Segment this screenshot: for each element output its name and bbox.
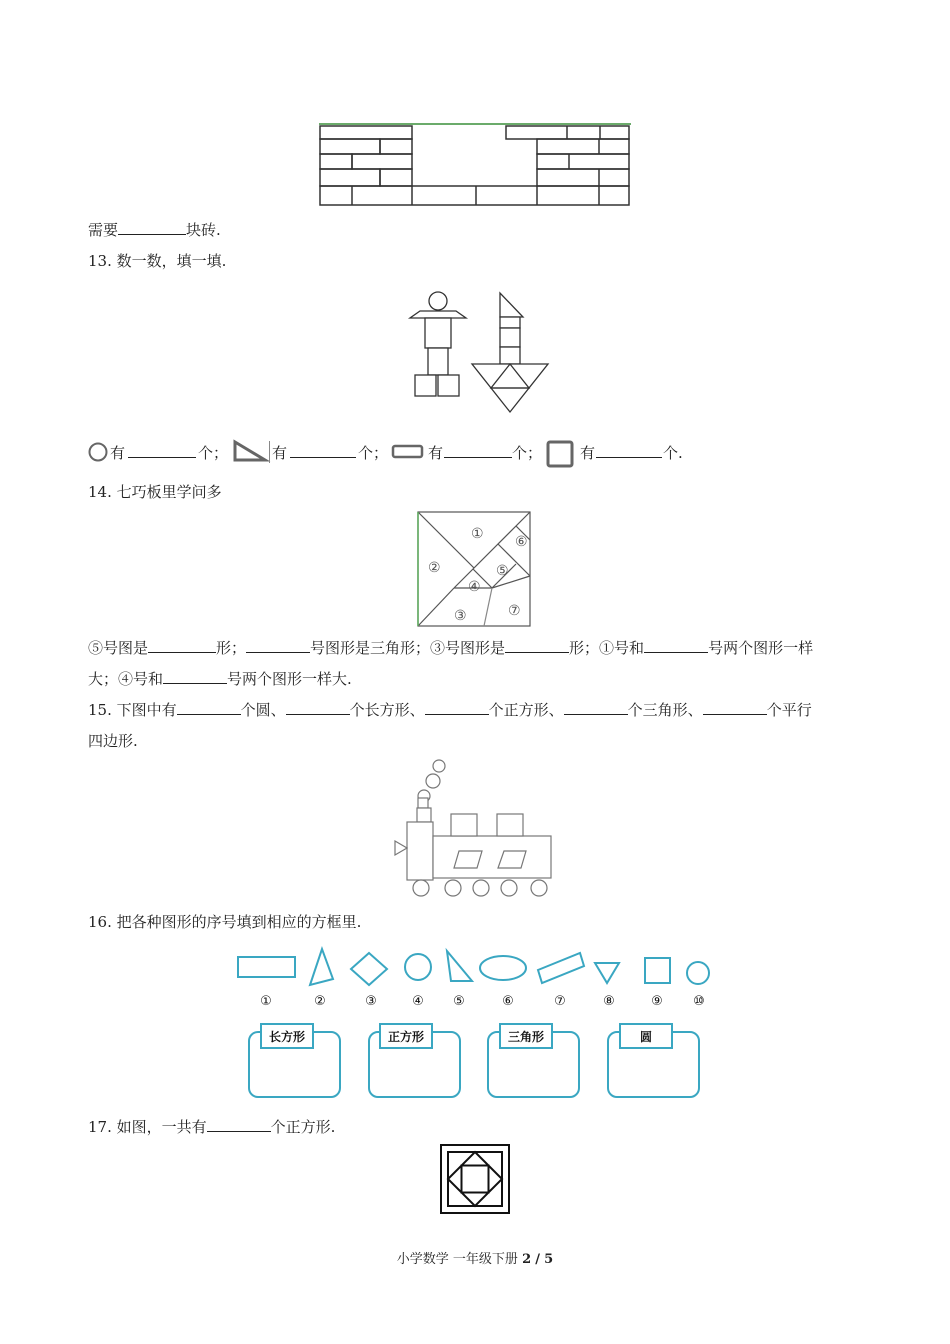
q15-line-1 (88, 700, 812, 720)
q15-text: 15. 下图中有 (88, 701, 177, 719)
tangram-label-6: ⑥ (515, 534, 528, 550)
shape-number-5: ⑤ (453, 994, 465, 1009)
divider (269, 441, 270, 463)
q14-text: 号两个图形一样大. (227, 670, 352, 688)
q13-has-1: 有 (110, 444, 126, 462)
q15-blank-parallelogram[interactable] (703, 700, 767, 715)
q13-has-2: 有 (272, 444, 288, 462)
footer-page-number: 2 (522, 1252, 532, 1267)
q14-text: 号两个图形一样 (708, 639, 814, 657)
q13-blank-rectangle[interactable] (444, 443, 512, 458)
tangram-label-7: ⑦ (508, 603, 521, 619)
q15-text: 个平行 (766, 701, 812, 719)
q14-text: ⑤号图是 (88, 639, 149, 657)
q14-blank-1[interactable] (148, 638, 216, 653)
q14-blank-3[interactable] (505, 638, 569, 653)
q13-has-4: 有 (580, 444, 596, 462)
q15-text: 个圆、 (240, 701, 286, 719)
box-label-triangle: 三角形 (507, 1030, 545, 1044)
shape-number-1: ① (260, 994, 272, 1009)
q15-blank-square[interactable] (425, 700, 489, 715)
tangram-label-4: ④ (468, 579, 481, 595)
q13-sep-3: 个； (512, 444, 543, 462)
q14-title: 14. 七巧板里学问多 (88, 483, 222, 501)
q14-blank-5[interactable] (163, 669, 227, 684)
q14-line-1 (88, 638, 813, 658)
q15-blank-rectangle[interactable] (286, 700, 350, 715)
brick-wall-figure (319, 122, 631, 206)
tangram-label-5: ⑤ (496, 563, 509, 579)
q13-blank-circle[interactable] (128, 443, 196, 458)
page-footer (0, 1248, 950, 1267)
q15-blank-triangle[interactable] (564, 700, 628, 715)
q14-blank-2[interactable] (246, 638, 310, 653)
q17-line (88, 1117, 335, 1137)
q13-has-3: 有 (428, 444, 444, 462)
square-shape-icon (546, 440, 576, 468)
q13-blank-triangle[interactable] (290, 443, 356, 458)
q15-blank-circle[interactable] (177, 700, 241, 715)
shape-number-8: ⑧ (603, 994, 615, 1009)
box-label-circle: 圆 (639, 1030, 653, 1044)
q14-text: 号图形是三角形；③号图形是 (310, 639, 506, 657)
q12-text-before: 需要 (88, 221, 119, 239)
box-label-square: 正方形 (387, 1030, 425, 1044)
train-figure (393, 758, 559, 902)
q12-blank[interactable] (118, 220, 186, 235)
q13-sep-2: 个； (358, 444, 389, 462)
circle-shape-icon (88, 442, 108, 462)
tangram-label-2: ② (428, 560, 441, 576)
q15-line-2: 四边形. (88, 732, 138, 750)
q12-answer-line (88, 220, 221, 240)
q14-text: 大；④号和 (88, 670, 164, 688)
q17-text: 17. 如图，一共有 (88, 1118, 207, 1136)
q16-shapes-panel (236, 943, 712, 1101)
shape-number-6: ⑥ (502, 994, 514, 1009)
q13-sep-1: 个； (198, 444, 229, 462)
q17-text: 个正方形. (270, 1118, 336, 1136)
shape-number-10: ⑩ (693, 994, 705, 1009)
q13-answer-line (88, 440, 788, 464)
q14-text: 形；①号和 (569, 639, 645, 657)
shape-number-4: ④ (412, 994, 424, 1009)
shape-number-9: ⑨ (651, 994, 663, 1009)
q16-title: 16. 把各种图形的序号填到相应的方框里. (88, 913, 362, 931)
footer-text: 小学数学 一年级下册 (396, 1252, 518, 1267)
q12-text-after: 块砖. (186, 221, 221, 239)
q13-figure (408, 291, 556, 417)
q13-blank-square[interactable] (596, 443, 662, 458)
rectangle-shape-icon (391, 444, 425, 460)
q17-blank[interactable] (207, 1117, 271, 1132)
nested-squares-figure (439, 1143, 511, 1215)
q15-text: 个长方形、 (349, 701, 425, 719)
q14-blank-4[interactable] (644, 638, 708, 653)
footer-total-pages: 5 (544, 1252, 554, 1267)
shape-number-7: ⑦ (554, 994, 566, 1009)
tangram-figure (416, 510, 532, 628)
q13-title: 13. 数一数，填一填. (88, 252, 227, 270)
tangram-label-3: ③ (454, 608, 467, 624)
shape-number-3: ③ (365, 994, 377, 1009)
q14-text: 形； (216, 639, 247, 657)
shape-number-2: ② (314, 994, 326, 1009)
footer-separator: / (535, 1252, 541, 1267)
q15-text: 个三角形、 (627, 701, 703, 719)
q14-line-2 (88, 669, 352, 689)
q13-end: 个. (663, 444, 683, 462)
box-label-rectangle: 长方形 (268, 1030, 306, 1044)
q15-text: 个正方形、 (488, 701, 564, 719)
tangram-label-1: ① (471, 526, 484, 542)
triangle-shape-icon (232, 440, 268, 464)
